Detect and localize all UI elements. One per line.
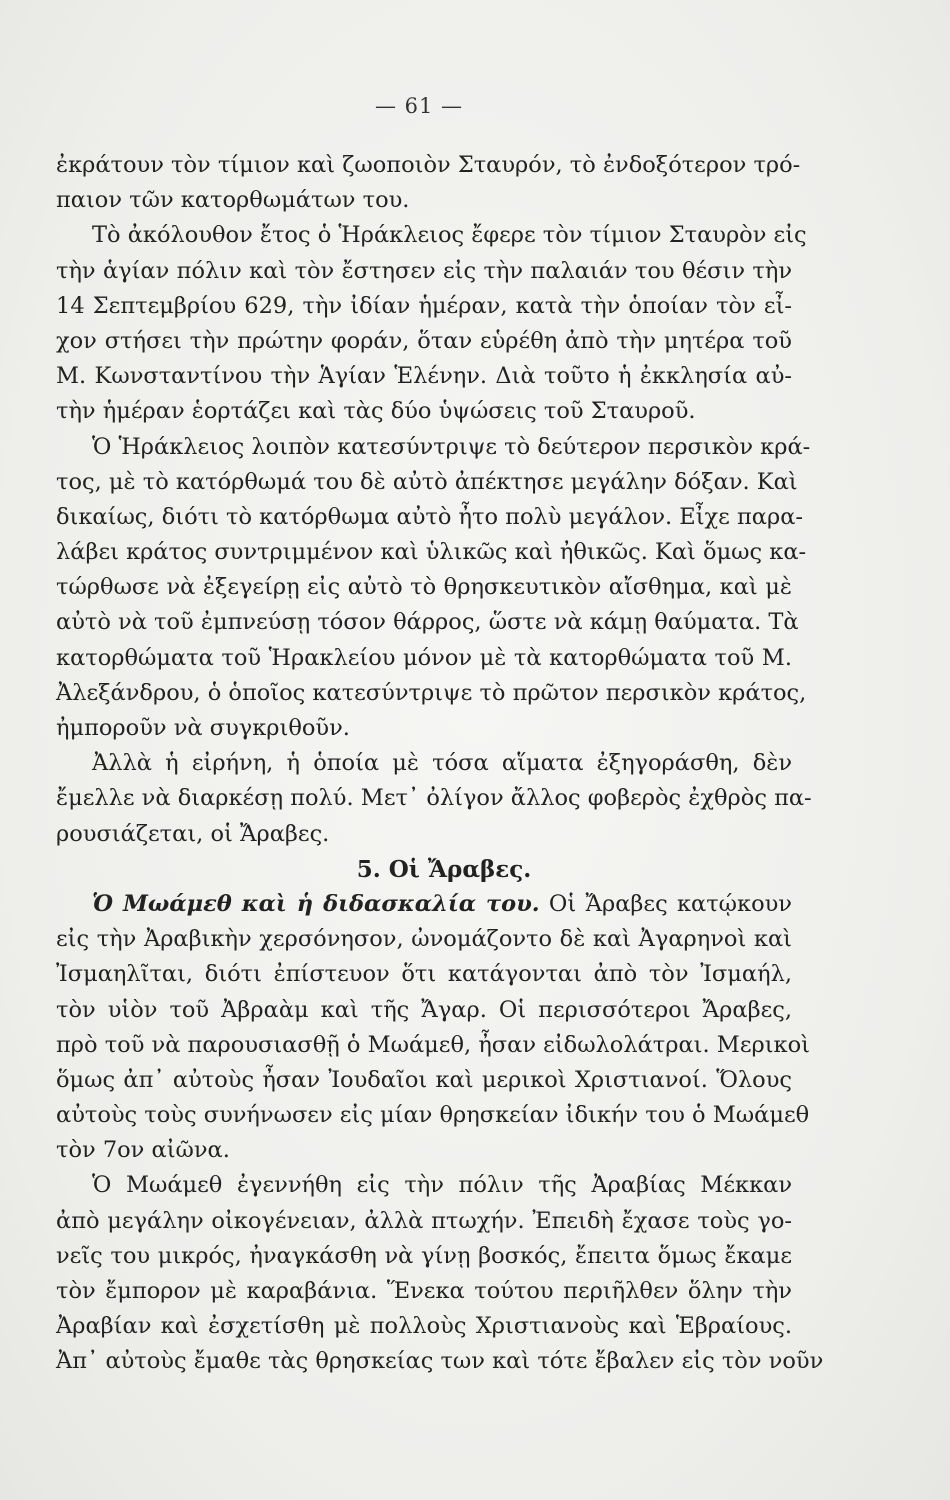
text-line: εἰς τὴν Ἀραβικὴν χερσόνησον, ὠνομάζοντο δὲ καὶ Ἀγαρηνοὶ καὶ (56, 926, 792, 953)
text-line (56, 887, 792, 922)
page-number: — 61 — (374, 94, 464, 118)
text-line: Ὁ Ἡράκλειος λοιπὸν κατεσύντριψε τὸ δεύτερον περσικὸν κρά- (92, 433, 811, 460)
text-line: νεῖς του μικρός, ἠναγκάσθη νὰ γίνῃ βοσκός, ἔπειτα ὅμως ἔκαμε (56, 1242, 792, 1269)
text-line: πρὸ τοῦ νὰ παρουσιασθῇ ὁ Μωάμεθ, ἦσαν εἰδωλολάτραι. Μερικοὶ (56, 1031, 810, 1058)
section-heading: 5. Οἱ Ἄραβες. (356, 855, 532, 883)
text-line: τὸν υἱὸν τοῦ Ἀβραὰμ καὶ τῆς Ἄγαρ. Οἱ περισσότεροι Ἄραβες, (56, 996, 792, 1023)
subsection-title: Ὁ Μωάμεθ καὶ ἡ διδασκαλία του. (92, 890, 540, 917)
text-line: ρουσιάζεται, οἱ Ἄραβες. (56, 820, 330, 847)
text-line: ἐκράτουν τὸν τίμιον καὶ ζωοποιὸν Σταυρόν, τὸ ἐνδοξότερον τρό- (56, 152, 801, 178)
text-line: Ἀλεξάνδρου, ὁ ὁποῖος κατεσύντριψε τὸ πρῶτον περσικὸν κράτος, (56, 679, 807, 706)
text-line: Ἰσμαηλῖται, διότι ἐπίστευον ὅτι κατάγονται ἀπὸ τὸν Ἰσμαήλ, (56, 961, 792, 988)
text-line: τος, μὲ τὸ κατόρθωμά του δὲ αὐτὸ ἀπέκτησε μεγάλην δόξαν. Καὶ (56, 468, 798, 495)
text-line: χον στήσει τὴν πρώτην φοράν, ὅταν εὑρέθη ἀπὸ τὴν μητέρα τοῦ (56, 327, 792, 354)
text-line: ἀπὸ μεγάλην οἰκογένειαν, ἀλλὰ πτωχήν. Ἐπειδὴ ἔχασε τοὺς γο- (56, 1207, 792, 1234)
text-line: τὴν ἁγίαν πόλιν καὶ τὸν ἔστησεν εἰς τὴν παλαιάν του θέσιν τὴν (56, 257, 792, 284)
text-line: Μ. Κωνσταντίνου τὴν Ἁγίαν Ἑλένην. Διὰ τοῦτο ἡ ἐκκλησία αὐ- (56, 363, 792, 390)
text-line: Ἀπ᾽ αὐτοὺς ἔμαθε τὰς θρησκείας των καὶ τότε ἔβαλεν εἰς τὸν νοῦν (56, 1348, 824, 1375)
text-line: αὐτοὺς τοὺς συνήνωσεν εἰς μίαν θρησκείαν ἰδικήν του ὁ Μωάμεθ (56, 1102, 810, 1129)
text-line: τὴν ἡμέραν ἑορτάζει καὶ τὰς δύο ὑψώσεις τοῦ Σταυροῦ. (56, 398, 696, 425)
line-text: Οἱ Ἄραβες κατῴκουν (539, 890, 792, 917)
text-line: τώρθωσε νὰ ἐξεγείρῃ εἰς αὐτὸ τὸ θρησκευτικὸν αἴσθημα, καὶ μὲ (56, 574, 792, 601)
text-line: παιον τῶν κατορθωμάτων του. (56, 187, 410, 214)
text-line: ἠμποροῦν νὰ συγκριθοῦν. (56, 715, 350, 741)
text-line: Ἀραβίαν καὶ ἐσχετίσθη μὲ πολλοὺς Χριστιανοὺς καὶ Ἑβραίους. (56, 1313, 792, 1340)
text-line: Ἀλλὰ ἡ εἰρήνη, ἡ ὁποία μὲ τόσα αἵματα ἐξηγοράσθη, δὲν (92, 750, 792, 777)
text-line: δικαίως, διότι τὸ κατόρθωμα αὐτὸ ἦτο πολὺ μεγάλον. Εἶχε παρα- (56, 503, 803, 530)
text-line: ἔμελλε νὰ διαρκέσῃ πολύ. Μετ᾽ ὀλίγον ἄλλος φοβερὸς ἐχθρὸς πα- (56, 785, 812, 812)
text-line: αὐτὸ νὰ τοῦ ἐμπνεύσῃ τόσον θάρρος, ὥστε νὰ κάμῃ θαύματα. Τὰ (56, 609, 799, 636)
text-line: κατορθώματα τοῦ Ἡρακλείου μόνον μὲ τὰ κατορθώματα τοῦ Μ. (56, 644, 792, 671)
text-line: τὸν 7ον αἰῶνα. (56, 1137, 230, 1164)
text-line: Ὁ Μωάμεθ ἐγεννήθη εἰς τὴν πόλιν τῆς Ἀραβίας Μέκκαν (92, 1172, 792, 1199)
body-text (56, 148, 824, 1380)
text-line: 14 Σεπτεμβρίου 629, τὴν ἰδίαν ἡμέραν, κατὰ τὴν ὁποίαν τὸν εἶ- (56, 292, 792, 319)
text-line: τὸν ἔμπορον μὲ καραβάνια. Ἕνεκα τούτου περιῆλθεν ὅλην τὴν (56, 1278, 792, 1304)
text-line: Τὸ ἀκόλουθον ἔτος ὁ Ἡράκλειος ἔφερε τὸν τίμιον Σταυρὸν εἰς (92, 222, 807, 249)
text-line: λάβει κράτος συντριμμένον καὶ ὑλικῶς καὶ ἠθικῶς. Καὶ ὅμως κα- (56, 539, 807, 566)
text-line: ὅμως ἀπ᾽ αὐτοὺς ἦσαν Ἰουδαῖοι καὶ μερικοὶ Χριστιανοί. Ὅλους (56, 1066, 792, 1093)
